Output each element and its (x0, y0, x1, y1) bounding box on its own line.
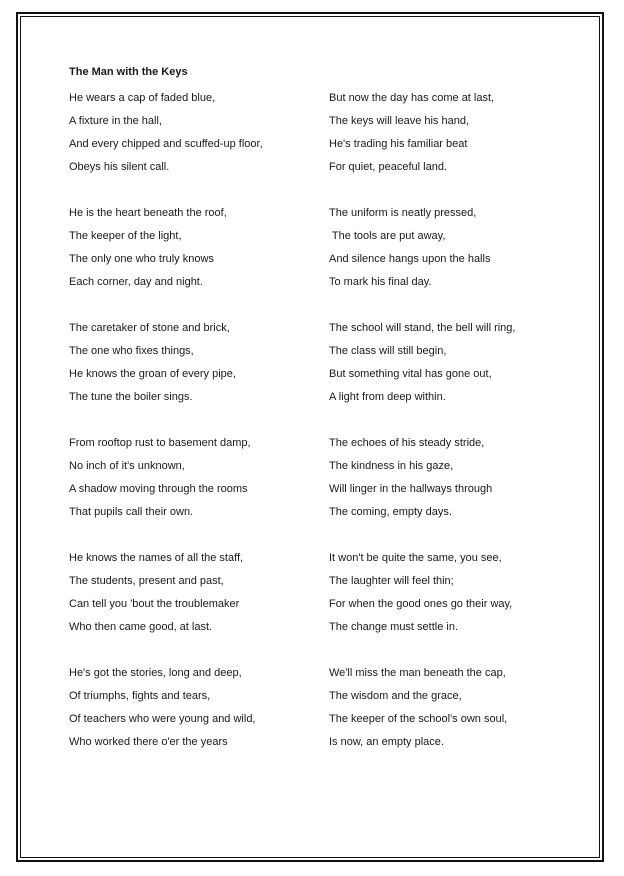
poem-line: The school will stand, the bell will ring, (329, 322, 516, 334)
stanza (329, 87, 579, 179)
poem-line: And every chipped and scuffed-up floor, (69, 138, 263, 150)
poem-line: Is now, an empty place. (329, 736, 444, 748)
poem-line: A shadow moving through the rooms (69, 483, 248, 495)
stanza (69, 202, 319, 294)
poem-line: The students, present and past, (69, 575, 224, 587)
poem-line: He's got the stories, long and deep, (69, 667, 242, 679)
poem-line: A light from deep within. (329, 391, 446, 403)
poem-line: The one who fixes things, (69, 345, 194, 357)
poem-line: Who worked there o'er the years (69, 736, 228, 748)
poem-line: The uniform is neatly pressed, (329, 207, 477, 219)
poem-column-right (329, 87, 579, 777)
poem-line: Obeys his silent call. (69, 161, 170, 173)
poem-line: He knows the names of all the staff, (69, 552, 244, 564)
poem-column-left (69, 87, 319, 777)
stanza (69, 87, 319, 179)
poem-line: The class will still begin, (329, 345, 447, 357)
stanza (69, 662, 319, 754)
poem-line: But now the day has come at last, (329, 92, 495, 104)
poem-line: To mark his final day. (329, 276, 432, 288)
poem-line: The keeper of the school's own soul, (329, 713, 508, 725)
poem-line: The keeper of the light, (69, 230, 182, 242)
poem-line: The tune the boiler sings. (69, 391, 193, 403)
poem-line: And silence hangs upon the halls (329, 253, 491, 265)
poem-line: Can tell you 'bout the troublemaker (69, 598, 240, 610)
poem-line: The tools are put away, (329, 230, 446, 242)
poem-line: The kindness in his gaze, (329, 460, 454, 472)
poem-line: We'll miss the man beneath the cap, (329, 667, 506, 679)
stanza (69, 317, 319, 409)
poem-line: No inch of it's unknown, (69, 460, 185, 472)
poem-line: Each corner, day and night. (69, 276, 203, 288)
poem-line: The keys will leave his hand, (329, 115, 470, 127)
poem-line: Who then came good, at last. (69, 621, 213, 633)
stanza (329, 662, 579, 754)
poem-title: The Man with the Keys (69, 66, 188, 78)
poem-line: Will linger in the hallways through (329, 483, 493, 495)
poem-line: He is the heart beneath the roof, (69, 207, 227, 219)
poem-line: The laughter will feel thin; (329, 575, 454, 587)
poem-line: For when the good ones go their way, (329, 598, 513, 610)
poem-line: He's trading his familiar beat (329, 138, 468, 150)
poem-line: The echoes of his steady stride, (329, 437, 485, 449)
stanza (69, 432, 319, 524)
poem-line: That pupils call their own. (69, 506, 194, 518)
stanza (329, 202, 579, 294)
poem-line: The only one who truly knows (69, 253, 214, 265)
poem-line: He knows the groan of every pipe, (69, 368, 236, 380)
poem-line: From rooftop rust to basement damp, (69, 437, 251, 449)
poem-line: The change must settle in. (329, 621, 459, 633)
poem-line: Of triumphs, fights and tears, (69, 690, 211, 702)
poem-line: The caretaker of stone and brick, (69, 322, 230, 334)
poem-line: It won't be quite the same, you see, (329, 552, 502, 564)
stanza (69, 547, 319, 639)
poem-line: The coming, empty days. (329, 506, 452, 518)
poem-line: But something vital has gone out, (329, 368, 492, 380)
poem-line: Of teachers who were young and wild, (69, 713, 256, 725)
poem-line: For quiet, peaceful land. (329, 161, 448, 173)
poem-line: He wears a cap of faded blue, (69, 92, 216, 104)
stanza (329, 432, 579, 524)
stanza (329, 547, 579, 639)
poem-line: The wisdom and the grace, (329, 690, 462, 702)
stanza (329, 317, 579, 409)
poem-line: A fixture in the hall, (69, 115, 162, 127)
